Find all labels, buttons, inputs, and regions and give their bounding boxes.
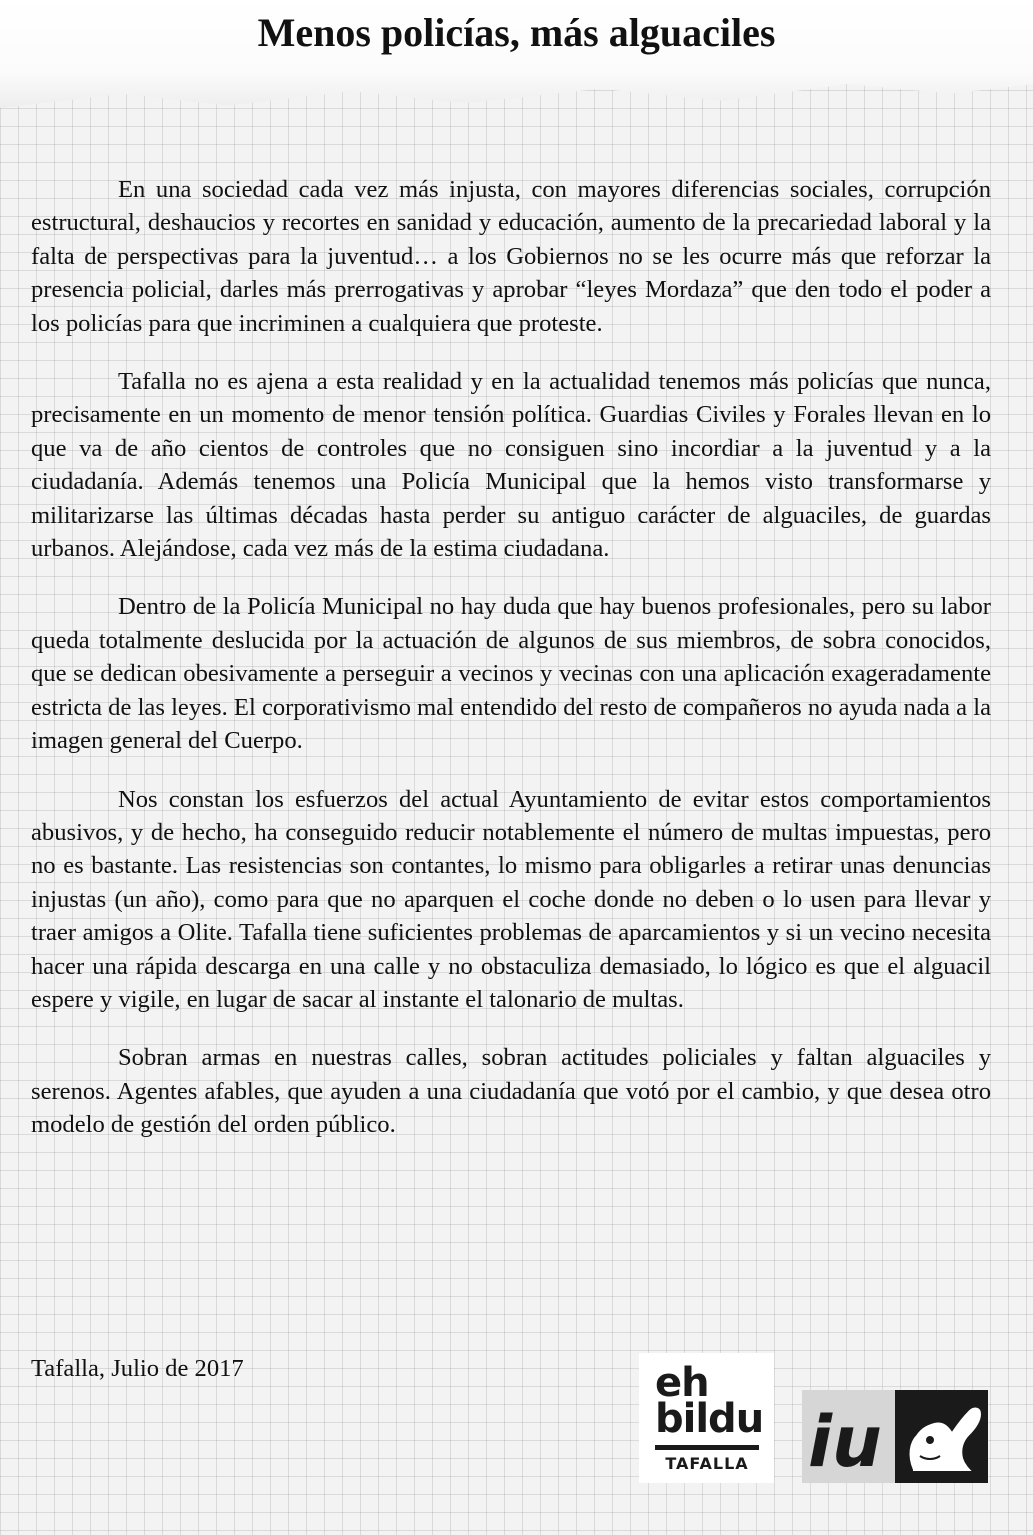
logo-town-text: TAFALLA — [665, 1454, 749, 1473]
place-date: Tafalla, Julio de 2017 — [31, 1355, 244, 1382]
paragraph-3: Dentro de la Policía Municipal no hay duda que hay buenos profesionales, pero su labor queda totalmente deslucida por la actuación de algunos de sus miembros, de sobra conocidos, que se dedican obesivamente a perseguir a vecinos y vecinas con una aplicación exageradamente estricta de las leyes. El corporativismo mal entendido del resto de compañeros no ayuda nada a la imagen general del Cuerpo. — [31, 593, 991, 755]
paragraph-4: Nos constan los esfuerzos del actual Ayuntamiento de evitar estos comportamientos abusivos, y de hecho, ha conseguido reducir notablemente el número de multas impuestas, pero no es bastante. Las resistencias son contantes, lo mismo para obligarles a retirar unas denuncias injustas (un año), como para que no aparquen el coche donde no deben o lo usen para llevar y traer amigos a Olite. Tafalla tiene suficientes problemas de aparcamientos y si un vecino necesita hacer una rápida descarga en una calle y no obstaculiza demasiado, lo lógico es que el alguacil espere y vigile, en lugar de sacar al instante el talonario de multas. — [31, 785, 991, 1013]
iu-logo-graphic — [802, 1390, 988, 1483]
iu-letters: iu — [808, 1401, 882, 1483]
paragraph-2: Tafalla no es ajena a esta realidad y en la actualidad tenemos más policías que nunca, precisamente en un momento de menor tensión política. Guardias Civiles y Forales llevan en lo que va de año cientos de controles que no consiguen sino incordiar a la juventud y a la ciudadanía. Además tenemos una Policía Municipal que la hemos visto transformarse y militarizarse las últimas décadas hasta perder su antiguo carácter de alguaciles, de guardas urbanos. Alejándose, cada vez más de la estima ciudadana. — [31, 368, 991, 563]
logo-rule — [655, 1445, 759, 1450]
logo-bildu-text: bildu — [655, 1396, 764, 1442]
logo-eh-text: eh — [655, 1360, 709, 1406]
iu-logo — [802, 1390, 988, 1483]
page-title: Menos policías, más alguaciles — [257, 10, 776, 55]
article-body — [31, 173, 991, 1167]
paragraph-1: En una sociedad cada vez más injusta, con mayores diferencias sociales, corrupción estructural, deshaucios y recortes en sanidad y educación, aumento de la precariedad laboral y la falta de perspectivas para la juventud… a los Gobiernos no se les ocurre más que reforzar la presencia policial, darles más prerrogativas y aprobar “leyes Mordaza” que den todo el poder a los policías para que incriminen a cualquiera que proteste. — [31, 176, 991, 337]
paragraph-5: Sobran armas en nuestras calles, sobran actitudes policiales y faltan alguaciles y serenos. Agentes afables, que ayuden a una ciudadanía que votó por el cambio, y que desea otro modelo de gestión del orden público. — [31, 1044, 991, 1139]
eh-bildu-logo — [639, 1353, 774, 1483]
